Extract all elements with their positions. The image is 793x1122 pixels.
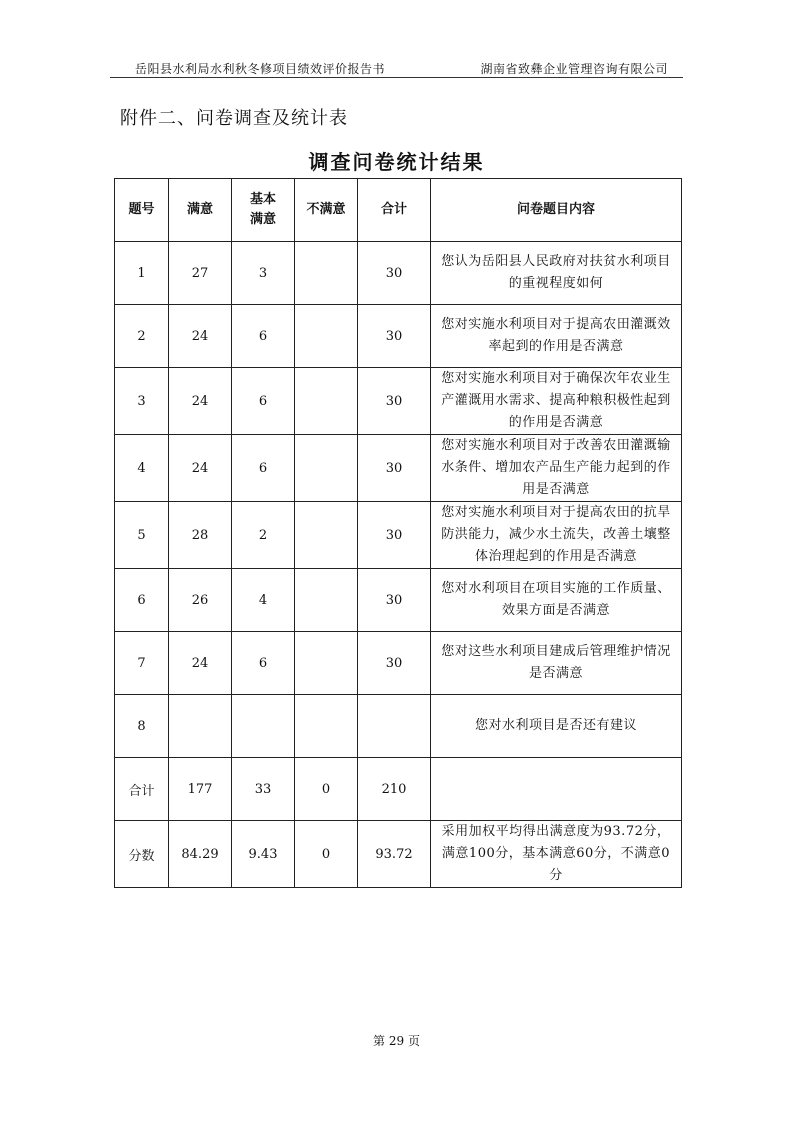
cell-num: 3 [115, 368, 169, 435]
cell-num: 合计 [115, 758, 169, 821]
cell-total: 93.72 [358, 821, 431, 888]
cell-content: 您认为岳阳县人民政府对扶贫水利项目的重视程度如何 [431, 242, 682, 305]
table-row [115, 632, 682, 695]
cell-basic: 6 [232, 632, 295, 695]
col-header-unsatisfied: 不满意 [295, 179, 358, 242]
cell-basic [232, 695, 295, 758]
cell-basic: 3 [232, 242, 295, 305]
cell-satisfied [169, 695, 232, 758]
table-header-row [115, 179, 682, 242]
cell-satisfied: 24 [169, 368, 232, 435]
cell-basic: 6 [232, 305, 295, 368]
header-rule [110, 77, 683, 78]
cell-unsatisfied [295, 242, 358, 305]
table-title: 调查问卷统计结果 [308, 150, 485, 174]
survey-table [114, 178, 682, 888]
table-row [115, 502, 682, 569]
table-row [115, 242, 682, 305]
cell-unsatisfied [295, 632, 358, 695]
cell-satisfied: 28 [169, 502, 232, 569]
page-number: 第 29 页 [373, 1034, 420, 1048]
table-row [115, 435, 682, 502]
cell-num: 4 [115, 435, 169, 502]
table-row [115, 305, 682, 368]
cell-total: 30 [358, 242, 431, 305]
cell-unsatisfied [295, 368, 358, 435]
cell-num: 7 [115, 632, 169, 695]
cell-num: 6 [115, 569, 169, 632]
cell-content: 您对这些水利项目建成后管理维护情况是否满意 [431, 632, 682, 695]
cell-total: 30 [358, 502, 431, 569]
running-header-right: 湖南省致彝企业管理咨询有限公司 [480, 62, 668, 76]
table-row [115, 569, 682, 632]
cell-content: 采用加权平均得出满意度为93.72分，满意100分，基本满意60分，不满意0分 [431, 821, 682, 888]
cell-basic: 9.43 [232, 821, 295, 888]
cell-num: 8 [115, 695, 169, 758]
cell-unsatisfied [295, 435, 358, 502]
table-row [115, 368, 682, 435]
cell-satisfied: 26 [169, 569, 232, 632]
cell-unsatisfied [295, 569, 358, 632]
cell-content: 您对实施水利项目对于提高农田的抗旱防洪能力，减少水土流失，改善土壤整体治理起到的作用是否满意 [431, 502, 682, 569]
cell-content: 您对实施水利项目对于提高农田灌溉效率起到的作用是否满意 [431, 305, 682, 368]
cell-num: 5 [115, 502, 169, 569]
cell-basic: 6 [232, 435, 295, 502]
cell-total [358, 695, 431, 758]
cell-satisfied: 24 [169, 305, 232, 368]
cell-total: 30 [358, 632, 431, 695]
table-row [115, 758, 682, 821]
cell-content: 您对实施水利项目对于改善农田灌溉输水条件、增加农产品生产能力起到的作用是否满意 [431, 435, 682, 502]
cell-basic: 33 [232, 758, 295, 821]
cell-basic: 6 [232, 368, 295, 435]
cell-content [431, 758, 682, 821]
col-header-basic-line1: 基本 [249, 192, 276, 207]
cell-unsatisfied [295, 502, 358, 569]
cell-unsatisfied [295, 305, 358, 368]
cell-content: 您对水利项目在项目实施的工作质量、效果方面是否满意 [431, 569, 682, 632]
cell-satisfied: 24 [169, 632, 232, 695]
col-header-basic-line2: 满意 [249, 212, 276, 227]
cell-num: 1 [115, 242, 169, 305]
section-title: 附件二、问卷调查及统计表 [120, 108, 348, 129]
cell-satisfied: 177 [169, 758, 232, 821]
table-row [115, 695, 682, 758]
cell-total: 30 [358, 368, 431, 435]
cell-total: 30 [358, 435, 431, 502]
cell-content: 您对实施水利项目对于确保次年农业生产灌溉用水需求、提高种粮积极性起到的作用是否满意 [431, 368, 682, 435]
cell-basic: 4 [232, 569, 295, 632]
cell-satisfied: 24 [169, 435, 232, 502]
cell-unsatisfied: 0 [295, 758, 358, 821]
col-header-satisfied: 满意 [169, 179, 232, 242]
cell-satisfied: 27 [169, 242, 232, 305]
cell-num: 分数 [115, 821, 169, 888]
col-header-content: 问卷题目内容 [431, 179, 682, 242]
col-header-total: 合计 [358, 179, 431, 242]
cell-content: 您对水利项目是否还有建议 [431, 695, 682, 758]
cell-total: 30 [358, 305, 431, 368]
table-row [115, 821, 682, 888]
col-header-basic [232, 179, 295, 242]
cell-total: 30 [358, 569, 431, 632]
cell-basic: 2 [232, 502, 295, 569]
cell-satisfied: 84.29 [169, 821, 232, 888]
cell-unsatisfied [295, 695, 358, 758]
cell-total: 210 [358, 758, 431, 821]
col-header-num: 题号 [115, 179, 169, 242]
cell-num: 2 [115, 305, 169, 368]
running-header-left: 岳阳县水利局水利秋冬修项目绩效评价报告书 [135, 62, 386, 76]
cell-unsatisfied: 0 [295, 821, 358, 888]
